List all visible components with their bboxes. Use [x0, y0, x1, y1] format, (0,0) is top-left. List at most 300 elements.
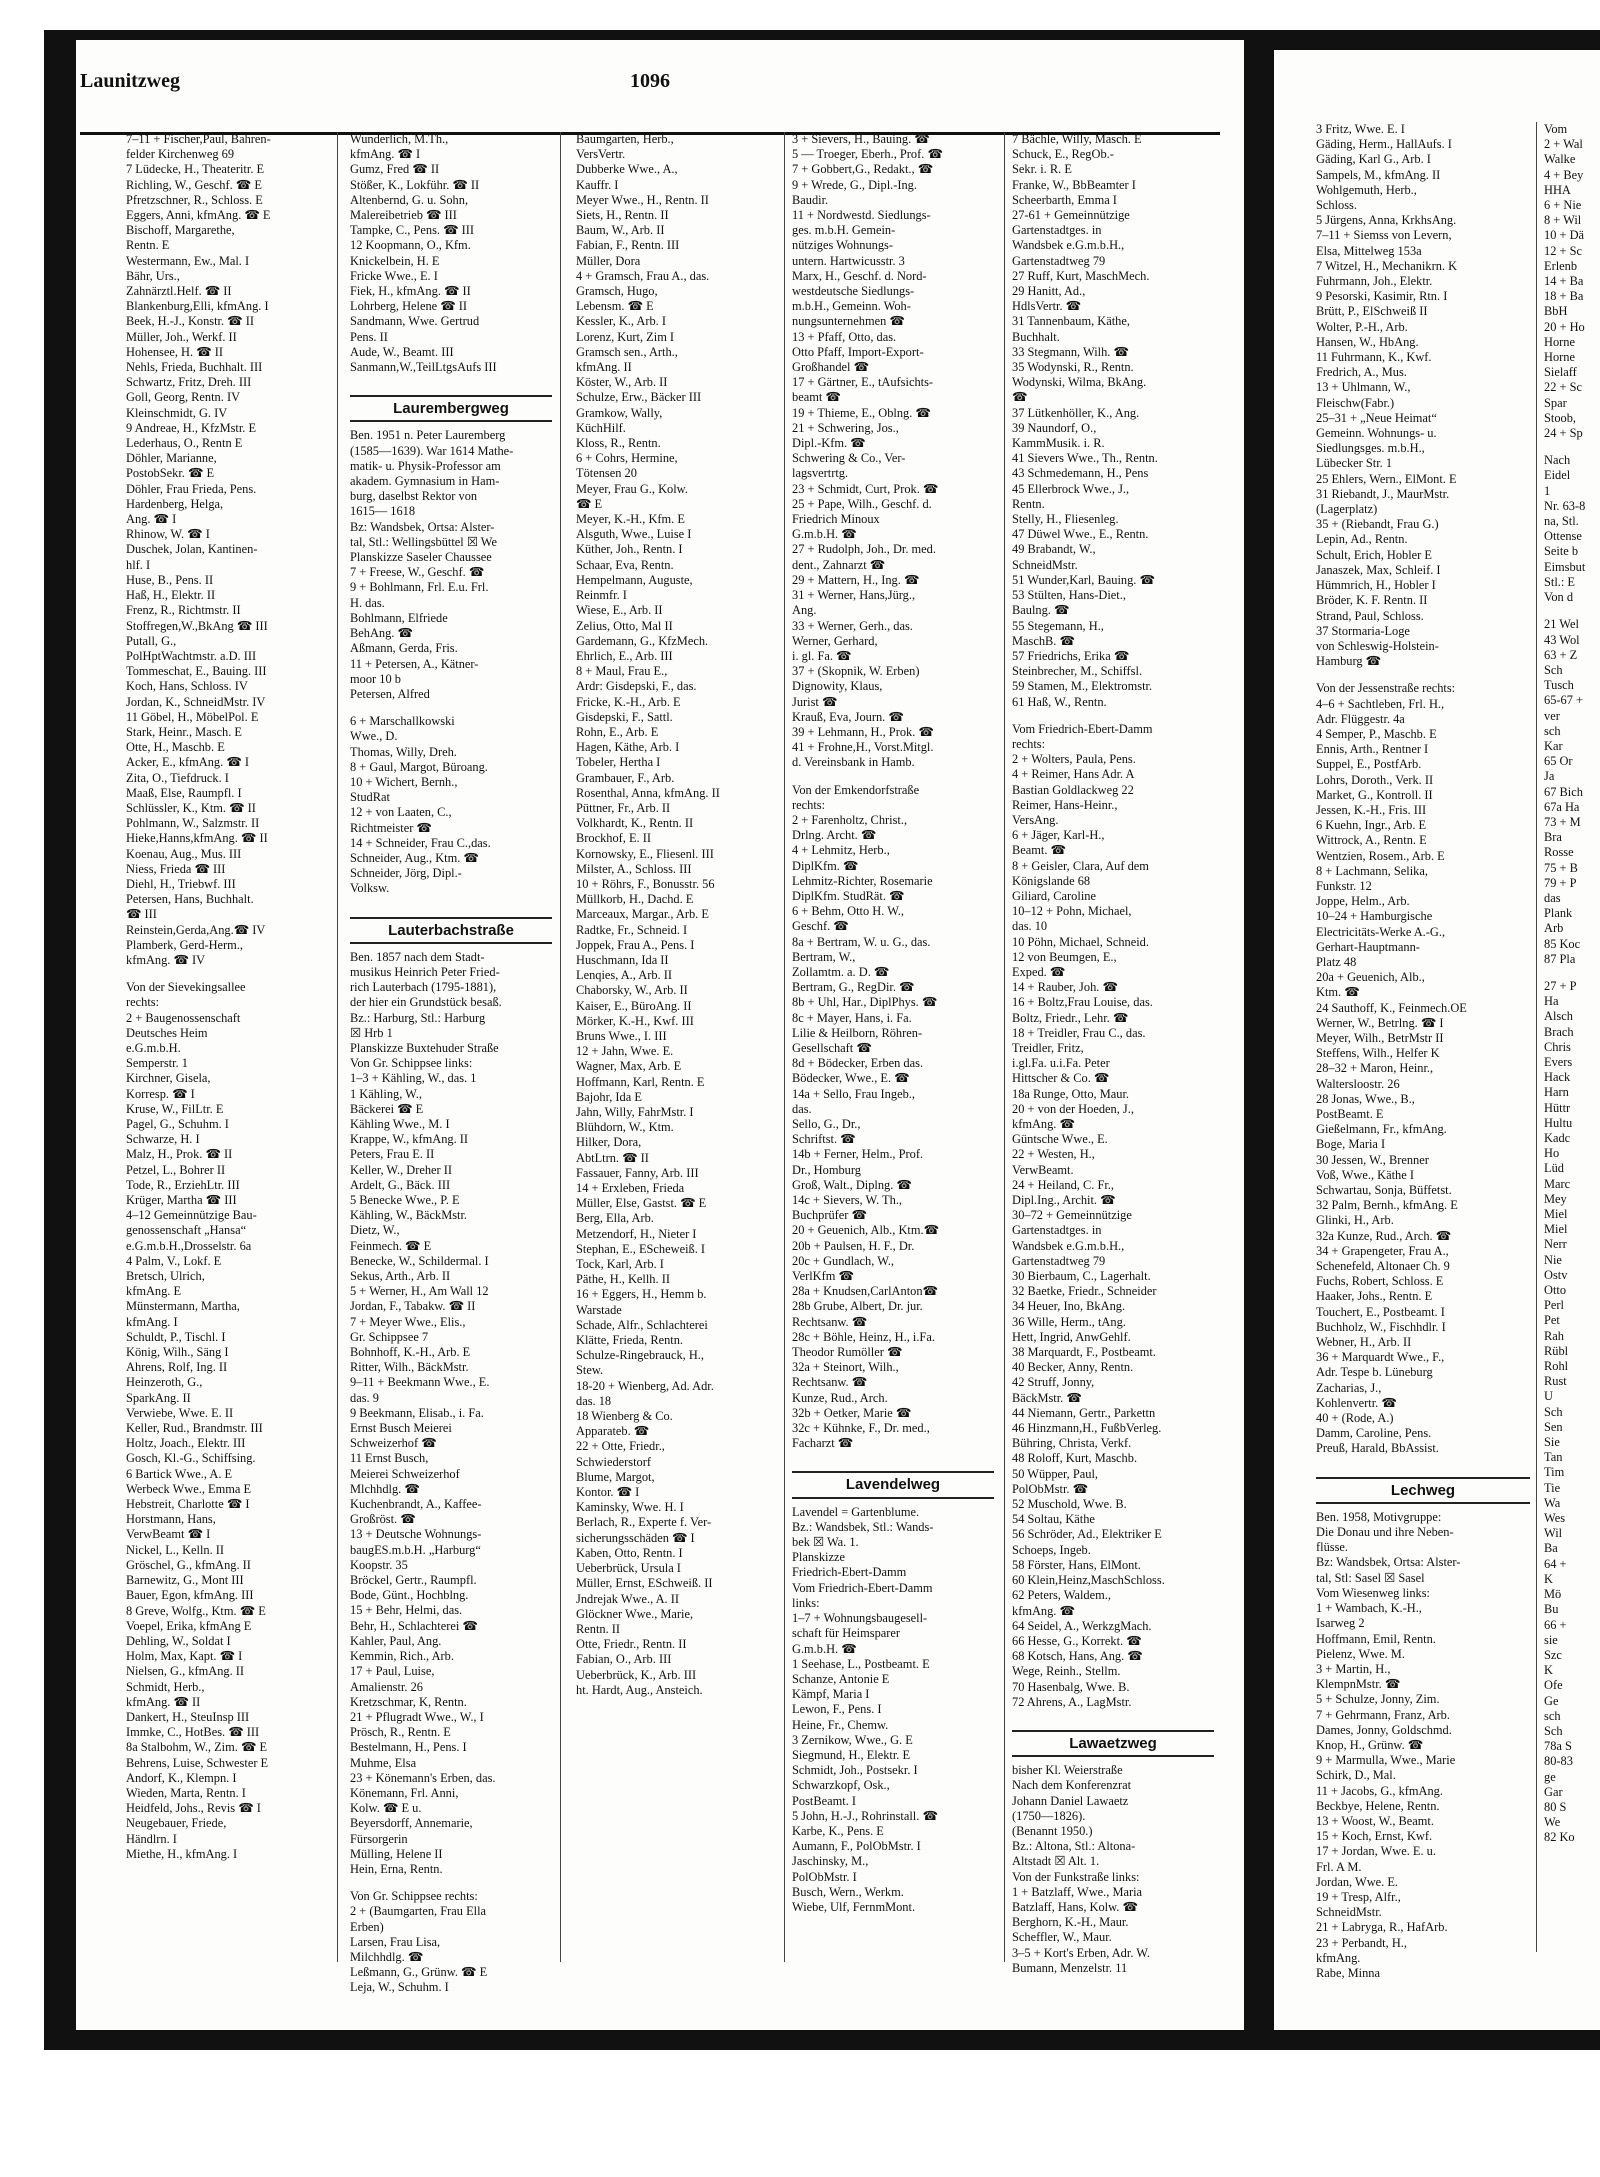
- directory-entry-line: 20b + Paulsen, H. F., Dr.: [792, 1238, 915, 1253]
- directory-entry-line: sie: [1544, 1632, 1558, 1647]
- directory-entry-line: Fuhrmann, Joh., Elektr.: [1316, 274, 1433, 289]
- directory-entry-line: Ofe: [1544, 1678, 1563, 1693]
- directory-entry-line: Von der Emkendorfstraße: [792, 782, 920, 797]
- directory-entry-line: Putall, G.,: [126, 633, 177, 648]
- directory-entry-line: Buchholz, W., Fischhdlr. I: [1316, 1319, 1446, 1334]
- directory-entry-line: 11 Ernst Busch,: [350, 1451, 429, 1466]
- directory-entry-line: Gar: [1544, 1784, 1563, 1799]
- directory-entry-line: Ritter, Wilh., BäckMstr.: [350, 1360, 469, 1375]
- directory-entry-line: 6 + Behm, Otto H. W.,: [792, 904, 904, 919]
- directory-entry-line: lagsvertrtg.: [792, 466, 849, 481]
- right-page-column-1: [1316, 122, 1530, 1981]
- directory-entry-line: Kloss, R., Rentn.: [576, 436, 661, 451]
- directory-entry-line: 60 Klein,Heinz,MaschSchloss.: [1012, 1573, 1165, 1588]
- directory-entry-line: Fricke, K.-H., Arb. E: [576, 694, 681, 709]
- directory-entry-line: Hempelmann, Auguste,: [576, 572, 693, 587]
- directory-entry-line: 21 + Labryga, R., HafArb.: [1316, 1920, 1448, 1935]
- directory-entry-line: Schriftst. ☎: [792, 1132, 856, 1147]
- directory-entry-line: Acker, E., kfmAng. ☎ I: [126, 755, 249, 770]
- directory-entry-line: Gramsch sen., Arth.,: [576, 344, 678, 359]
- directory-entry-line: Köster, W., Arb. II: [576, 375, 668, 390]
- directory-entry-line: Wodynski, Wilma, BkAng.: [1012, 375, 1147, 390]
- directory-entry-line: Funkstr. 12: [1316, 878, 1372, 893]
- directory-entry-line: 53 Stülten, Hans-Diet.,: [1012, 588, 1126, 603]
- directory-entry-line: Andorf, K., Klempn. I: [126, 1770, 237, 1785]
- directory-entry-line: Kunze, Rud., Arch.: [792, 1390, 888, 1405]
- directory-entry-line: 25–31 + „Neue Heimat“: [1316, 410, 1437, 425]
- directory-entry-line: Rhinow, W. ☎ I: [126, 527, 210, 542]
- directory-entry-line: PolHptWachtmstr. a.D. III: [126, 648, 257, 663]
- directory-entry-line: Sen: [1544, 1419, 1563, 1434]
- directory-entry-line: Bz: Wandsbek, Ortsa: Alster-: [350, 519, 495, 534]
- directory-entry-line: i.gl.Fa. u.i.Fa. Peter: [1012, 1056, 1110, 1071]
- directory-entry-line: 18-20 + Wienberg, Ad. Adr.: [576, 1378, 714, 1393]
- directory-entry-line: Pielenz, Wwe. M.: [1316, 1646, 1405, 1661]
- directory-entry-line: 9–11 + Beekmann Wwe., E.: [350, 1375, 490, 1390]
- directory-entry-line: HdlsVertr. ☎: [1012, 299, 1082, 314]
- directory-entry-line: Lederhaus, O., Rentn E: [126, 436, 243, 451]
- directory-entry-line: Johann Daniel Lawaetz: [1012, 1793, 1129, 1808]
- directory-entry-line: 27 + Rudolph, Joh., Dr. med.: [792, 542, 936, 557]
- directory-entry-line: Hardenberg, Helga,: [126, 496, 224, 511]
- directory-entry-line: Schade, Alfr., Schlachterei: [576, 1317, 708, 1332]
- directory-entry-line: 18 + Treidler, Frau C., das.: [1012, 1025, 1146, 1040]
- directory-entry-line: Verwiebe, Wwe. E. II: [126, 1405, 234, 1420]
- column-divider: [1536, 122, 1537, 1952]
- directory-entry-line: 20 + von der Hoeden, J.,: [1012, 1101, 1134, 1116]
- directory-entry-line: Knickelbein, H. E: [350, 253, 440, 268]
- directory-entry-line: 31 + Werner, Hans,Jürg.,: [792, 588, 916, 603]
- directory-entry-line: Prösch, R., Rentn. E: [350, 1725, 451, 1740]
- directory-entry-line: Heidfeld, Johs., Revis ☎ I: [126, 1801, 261, 1816]
- directory-entry-line: 78a S: [1544, 1739, 1572, 1754]
- directory-entry-line: Tan: [1544, 1450, 1563, 1465]
- directory-entry-line: Scheerbarth, Emma I: [1012, 192, 1117, 207]
- directory-entry-line: Geschf. ☎: [792, 919, 849, 934]
- directory-entry-line: Szc: [1544, 1647, 1562, 1662]
- directory-entry-line: Duschek, Jolan, Kantinen-: [126, 542, 258, 557]
- directory-entry-line: Ehrlich, E., Arb. III: [576, 648, 673, 663]
- directory-entry-line: sch: [1544, 723, 1561, 738]
- directory-entry-line: akadem. Gymnasium in Ham-: [350, 474, 500, 489]
- directory-entry-line: 1615— 1618: [350, 504, 416, 519]
- directory-entry-line: Tommeschat, E., Bauing. III: [126, 664, 267, 679]
- directory-entry-line: Behrens, Luise, Schwester E: [126, 1755, 269, 1770]
- directory-entry-line: dent., Zahnarzt ☎: [792, 557, 886, 572]
- directory-entry-line: 32 Baetke, Friedr., Schneider: [1012, 1284, 1157, 1299]
- directory-entry-line: Schmidt, Herb.,: [126, 1679, 205, 1694]
- directory-entry-line: Berg, Ella, Arb.: [576, 1211, 654, 1226]
- directory-entry-line: d. Vereinsbank in Hamb.: [792, 755, 915, 770]
- directory-entry-line: Berlach, R., Experte f. Ver-: [576, 1515, 712, 1530]
- directory-entry-line: Blume, Margot,: [576, 1469, 655, 1484]
- directory-entry-line: 8a Stalbohm, W., Zim. ☎ E: [126, 1740, 268, 1755]
- directory-entry-line: Ardr: Gisdepski, F., das.: [576, 679, 697, 694]
- directory-entry-line: Stoffregen,W.,BkAng ☎ III: [126, 618, 268, 633]
- directory-entry-line: Ahrens, Rolf, Ing. II: [126, 1360, 228, 1375]
- directory-entry-line: Fleischw(Fabr.): [1316, 395, 1395, 410]
- street-heading: Lawaetzweg: [1012, 1730, 1214, 1757]
- spacer: [792, 771, 994, 783]
- directory-entry-line: 17 + Gärtner, E., tAufsichts-: [792, 375, 934, 390]
- directory-entry-line: Schlüssler, K., Ktm. ☎ II: [126, 800, 256, 815]
- directory-entry-line: VersVertr.: [576, 147, 626, 162]
- directory-entry-line: 87 Pla: [1544, 951, 1576, 966]
- directory-entry-line: Grambauer, F., Arb.: [576, 770, 675, 785]
- directory-entry-line: Zelius, Otto, Mal II: [576, 618, 673, 633]
- directory-entry-line: Ben. 1951 n. Peter Lauremberg: [350, 428, 506, 443]
- spacer: [1316, 1457, 1530, 1469]
- directory-entry-line: Altstadt ☒ Alt. 1.: [1012, 1854, 1100, 1869]
- directory-entry-line: 37 Stormaria-Loge: [1316, 623, 1410, 638]
- directory-entry-line: von Schleswig-Holstein-: [1316, 638, 1439, 653]
- directory-entry-line: Sandmann, Wwe. Gertrud: [350, 314, 480, 329]
- directory-entry-line: Döhler, Frau Frieda, Pens.: [126, 481, 257, 496]
- directory-entry-line: Schwartz, Fritz, Dreh. III: [126, 375, 252, 390]
- directory-entry-line: Tock, Karl, Arb. I: [576, 1257, 664, 1272]
- directory-entry-line: 7 Bächle, Willy, Masch. E: [1012, 132, 1142, 146]
- directory-entry-line: Sch: [1544, 1404, 1563, 1419]
- directory-entry-line: Eidel: [1544, 468, 1571, 483]
- directory-entry-line: Giliard, Caroline: [1012, 888, 1096, 903]
- directory-entry-line: 12 von Beumgen, E.,: [1012, 949, 1117, 964]
- directory-entry-line: 9 + Bohlmann, Frl. E.u. Frl.: [350, 580, 489, 595]
- directory-entry-line: Nie: [1544, 1252, 1562, 1267]
- directory-entry-line: 64 +: [1544, 1556, 1567, 1571]
- directory-entry-line: Kähling, W., BäckMstr.: [350, 1208, 468, 1223]
- directory-entry-line: Dr., Homburg: [792, 1162, 861, 1177]
- directory-entry-line: Dehling, W., Soldat I: [126, 1633, 231, 1648]
- directory-entry-line: Harn: [1544, 1085, 1569, 1100]
- directory-entry-line: Kauffr. I: [576, 177, 619, 192]
- directory-entry-line: 63 + Z: [1544, 647, 1578, 662]
- directory-entry-line: Gröschel, G., kfmAng. II: [126, 1557, 251, 1572]
- directory-entry-line: Suppel, E., PostfArb.: [1316, 757, 1422, 772]
- directory-entry-line: Lohrs, Doroth., Verk. II: [1316, 772, 1434, 787]
- directory-entry-line: Zita, O., Tiefdruck. I: [126, 770, 229, 785]
- directory-entry-line: Wandsbek e.G.m.b.H.,: [1012, 238, 1125, 253]
- directory-entry-line: Gosch, Kl.-G., Schiffsing.: [126, 1451, 256, 1466]
- directory-entry-line: Muhme, Elsa: [350, 1755, 417, 1770]
- directory-entry-line: 44 Niemann, Gertr., Parkettn: [1012, 1405, 1156, 1420]
- directory-entry-line: Könemann, Frl. Anni,: [350, 1785, 459, 1800]
- directory-entry-line: Gr. Schippsee 7: [350, 1329, 429, 1344]
- directory-entry-line: Miel: [1544, 1222, 1568, 1237]
- directory-entry-line: Gerhart-Hauptmann-: [1316, 939, 1420, 954]
- directory-entry-line: Warstade: [576, 1302, 622, 1317]
- directory-entry-line: Buchhalt.: [1012, 329, 1060, 344]
- directory-entry-line: Gesellschaft ☎: [792, 1040, 872, 1055]
- directory-entry-line: 59 Stamen, M., Elektromstr.: [1012, 679, 1153, 694]
- directory-entry-line: 54 Soltau, Käthe: [1012, 1512, 1095, 1527]
- directory-entry-line: Waltersloostr. 26: [1316, 1076, 1400, 1091]
- directory-entry-line: 43 Schmedemann, H., Pens: [1012, 466, 1149, 481]
- directory-entry-line: Platz 48: [1316, 954, 1357, 969]
- directory-entry-line: Siedlungsges. m.b.H.,: [1316, 441, 1425, 456]
- directory-entry-line: 6 + Jäger, Karl-H.,: [1012, 828, 1105, 843]
- directory-entry-line: Pfretzschner, R., Schloss. E: [126, 192, 263, 207]
- directory-entry-line: 66 Hesse, G., Korrekt. ☎: [1012, 1633, 1142, 1648]
- directory-entry-line: Karbe, K., Pens. E: [792, 1823, 884, 1838]
- directory-entry-line: Schwartau, Sonja, Büffetst.: [1316, 1183, 1452, 1198]
- directory-entry-line: Nach dem Konferenzrat: [1012, 1778, 1132, 1793]
- directory-entry-line: Planskizze Buxtehuder Straße: [350, 1040, 499, 1055]
- directory-entry-line: BehAng. ☎: [350, 626, 413, 641]
- directory-entry-line: kfmAng. ☎: [1012, 1117, 1075, 1131]
- directory-entry-line: 20 + Ho: [1544, 319, 1585, 334]
- directory-entry-line: Ang.: [792, 603, 817, 618]
- directory-entry-line: Erben): [350, 1919, 384, 1934]
- directory-entry-line: 10–24 + Hamburgische: [1316, 909, 1433, 924]
- directory-entry-line: Sanmann,W.,TeilLtgsAufs III: [350, 360, 497, 375]
- directory-entry-line: 10 + Dä: [1544, 228, 1585, 243]
- directory-column-4: [792, 132, 994, 1915]
- directory-entry-line: baugES.m.b.H. „Harburg“: [350, 1542, 481, 1557]
- directory-entry-line: Maaß, Else, Raumpfl. I: [126, 785, 242, 800]
- directory-entry-line: Güntsche Wwe., E.: [1012, 1132, 1108, 1147]
- directory-entry-line: 12 + Sc: [1544, 243, 1582, 258]
- directory-entry-line: Brockhof, E. II: [576, 831, 652, 846]
- directory-entry-line: Hittscher & Co. ☎: [1012, 1071, 1110, 1086]
- directory-entry-line: 3 Zernikow, Wwe., G. E: [792, 1732, 913, 1747]
- directory-entry-line: Vom Friedrich-Ebert-Damm: [792, 1580, 933, 1595]
- directory-entry-line: Bertram, W.,: [792, 949, 856, 964]
- directory-entry-line: Lilie & Heilborn, Röhren-: [792, 1025, 923, 1040]
- directory-entry-line: 37 Lütkenhöller, K., Ang.: [1012, 405, 1140, 420]
- directory-entry-line: 6 + Marschallkowski: [350, 714, 455, 729]
- directory-entry-line: kfmAng.: [1316, 1950, 1361, 1965]
- directory-entry-line: PostobSekr. ☎ E: [126, 466, 215, 481]
- directory-entry-line: 4–12 Gemeinnützige Bau-: [126, 1208, 257, 1223]
- directory-entry-line: Facharzt ☎: [792, 1436, 854, 1451]
- directory-entry-line: 12 Koopmann, O., Kfm.: [350, 238, 471, 253]
- directory-entry-line: Seite b: [1544, 544, 1579, 559]
- directory-entry-line: i. gl. Fa. ☎: [792, 648, 852, 663]
- directory-entry-line: Nickel, L., Kelln. II: [126, 1542, 225, 1557]
- directory-entry-line: Joppek, Frau A., Pens. I: [576, 937, 695, 952]
- directory-entry-line: 57 Friedrichs, Erika ☎: [1012, 648, 1130, 663]
- directory-entry-line: Plamberk, Gerd-Herm.,: [126, 937, 243, 952]
- column-divider: [784, 132, 785, 1962]
- directory-entry-line: Stelly, H., Fliesenleg.: [1012, 512, 1119, 527]
- directory-entry-line: Altenbernd, G. u. Sohn,: [350, 192, 469, 207]
- directory-entry-line: Kirchner, Gisela,: [126, 1071, 211, 1086]
- directory-entry-line: Krappe, W., kfmAng. II: [350, 1132, 469, 1147]
- directory-entry-line: Adr. Tespe b. Lüneburg: [1316, 1365, 1433, 1380]
- directory-entry-line: ht. Hardt, Aug., Ansteich.: [576, 1682, 703, 1697]
- directory-entry-line: 14c + Sievers, W. Th.,: [792, 1193, 903, 1208]
- directory-entry-line: Strand, Paul, Schloss.: [1316, 608, 1424, 623]
- directory-entry-line: Küther, Joh., Rentn. I: [576, 542, 683, 557]
- directory-entry-line: Schuck, E., RegOb.-: [1012, 147, 1114, 162]
- directory-entry-line: Bröder, K. F. Rentn. II: [1316, 593, 1428, 608]
- directory-entry-line: Leßmann, G., Grünw. ☎ E: [350, 1965, 488, 1980]
- directory-column-5: [1012, 132, 1214, 1976]
- directory-entry-line: StudRat: [350, 790, 390, 805]
- directory-entry-line: matik- u. Physik-Professor am: [350, 458, 501, 473]
- directory-entry-line: 23 + Könemann's Erben, das.: [350, 1770, 496, 1785]
- directory-entry-line: Jurist ☎: [792, 694, 838, 709]
- directory-entry-line: kfmAng. ☎ IV: [126, 952, 206, 967]
- directory-entry-line: 13 + Uhlmann, W.,: [1316, 380, 1411, 395]
- directory-entry-line: Immke, C., HotBes. ☎ III: [126, 1725, 260, 1740]
- directory-entry-line: Gisdepski, F., Sattl.: [576, 709, 673, 724]
- directory-entry-line: BäckMstr. ☎: [1012, 1390, 1082, 1405]
- directory-entry-line: Händlrn. I: [126, 1831, 177, 1846]
- directory-entry-line: Ennis, Arth., Rentner I: [1316, 742, 1429, 757]
- directory-entry-line: DiplKfm. StudRät. ☎: [792, 888, 905, 903]
- directory-entry-line: Kleinschmidt, G. IV: [126, 405, 228, 420]
- directory-entry-line: Baudir.: [792, 192, 829, 207]
- directory-entry-line: Nach: [1544, 453, 1571, 468]
- directory-entry-line: Werner, Gerhard,: [792, 633, 878, 648]
- directory-entry-line: 39 Naundorf, O.,: [1012, 420, 1097, 435]
- directory-entry-line: Feinmech. ☎ E: [350, 1238, 432, 1253]
- directory-entry-line: Baumgarten, Herb.,: [576, 132, 674, 146]
- running-head-street: Launitzweg: [80, 70, 180, 92]
- directory-entry-line: 41 Sievers Wwe., Th., Rentn.: [1012, 451, 1158, 466]
- directory-entry-line: Wwe., D.: [350, 729, 398, 744]
- directory-entry-line: Stark, Heinr., Masch. E: [126, 724, 242, 739]
- directory-entry-line: Schoeps, Ingeb.: [1012, 1542, 1091, 1557]
- directory-entry-line: Kohlenvertr. ☎: [1316, 1395, 1397, 1410]
- directory-entry-line: Bauer, Egon, kfmAng. III: [126, 1588, 254, 1603]
- directory-entry-line: (Benannt 1950.): [1012, 1823, 1093, 1838]
- directory-entry-line: Diehl, H., Triebwf. III: [126, 876, 236, 891]
- directory-entry-line: Rentn. E: [126, 238, 170, 253]
- directory-entry-line: Arb: [1544, 921, 1564, 936]
- directory-entry-line: Blühdorn, W., Ktm.: [576, 1120, 674, 1135]
- directory-entry-line: Bruns Wwe., I. III: [576, 1028, 667, 1043]
- directory-entry-line: Buchprüfer ☎: [792, 1208, 867, 1223]
- directory-entry-line: Evers: [1544, 1054, 1573, 1069]
- directory-entry-line: Tampke, C., Pens. ☎ III: [350, 223, 474, 238]
- directory-entry-line: Ottense: [1544, 529, 1582, 544]
- directory-entry-line: Von Gr. Schippsee rechts:: [350, 1889, 478, 1904]
- directory-entry-line: 7 + Freese, W., Geschf. ☎: [350, 565, 485, 580]
- directory-entry-line: Scheffler, W., Maur.: [1012, 1930, 1112, 1945]
- spacer: [350, 375, 552, 387]
- directory-entry-line: Barnewitz, G., Mont III: [126, 1573, 244, 1588]
- directory-entry-line: Marc: [1544, 1176, 1571, 1191]
- directory-entry-line: Rosenthal, Anna, kfmAng. II: [576, 785, 720, 800]
- spacer: [1012, 1710, 1214, 1722]
- directory-entry-line: Kretzschmar, K, Rentn.: [350, 1694, 467, 1709]
- directory-entry-line: 14 + Schneider, Frau C.,das.: [350, 835, 491, 850]
- directory-entry-line: Bz.: Altona, Stl.: Altona-: [1012, 1839, 1136, 1854]
- directory-entry-line: Busch, Wern., Werkm.: [792, 1884, 904, 1899]
- directory-entry-line: 39 + Lehmann, H., Prok. ☎: [792, 724, 934, 739]
- directory-entry-line: 14a + Sello, Frau Ingeb.,: [792, 1086, 915, 1101]
- directory-entry-line: 7 + Meyer Wwe., Elis.,: [350, 1314, 466, 1329]
- directory-entry-line: 17 + Paul, Luise,: [350, 1664, 435, 1679]
- directory-entry-line: Ben. 1857 nach dem Stadt-: [350, 949, 485, 964]
- directory-entry-line: 11 + Petersen, A., Kätner-: [350, 656, 479, 671]
- directory-entry-line: musikus Heinrich Peter Fried-: [350, 964, 500, 979]
- directory-entry-line: Tusch: [1544, 678, 1574, 693]
- directory-entry-line: 52 Muschold, Wwe. B.: [1012, 1497, 1127, 1512]
- directory-entry-line: Kaminsky, Wwe. H. I: [576, 1500, 684, 1515]
- directory-entry-line: Gäding, Karl G., Arb. I: [1316, 152, 1431, 167]
- directory-entry-line: 14b + Ferner, Helm., Prof.: [792, 1147, 924, 1162]
- directory-entry-line: Preuß, Harald, BbAssist.: [1316, 1441, 1439, 1456]
- directory-entry-line: Aude, W., Beamt. III: [350, 344, 454, 359]
- directory-entry-line: VerlKfm ☎: [792, 1269, 854, 1284]
- directory-entry-line: Lebensm. ☎ E: [576, 299, 654, 314]
- directory-entry-line: Milster, A., Schloss. III: [576, 861, 692, 876]
- directory-entry-line: Steffens, Wilh., Helfer K: [1316, 1046, 1440, 1061]
- directory-entry-line: 4 Palm, V., Lokf. E: [126, 1253, 222, 1268]
- directory-entry-line: 7–11 + Fischer,Paul, Bahren-: [126, 132, 271, 146]
- column-divider: [337, 132, 338, 1962]
- directory-entry-line: moor 10 b: [350, 671, 401, 686]
- directory-entry-line: 13 + Woost, W., Beamt.: [1316, 1813, 1434, 1828]
- directory-entry-line: flüsse.: [1316, 1540, 1349, 1555]
- directory-entry-line: Ho: [1544, 1146, 1560, 1161]
- directory-entry-line: Lohrberg, Helene ☎ II: [350, 299, 468, 314]
- directory-entry-line: Zahnärztl.Helf. ☎ II: [126, 284, 232, 299]
- directory-entry-line: 25 Ehlers, Wern., ElMont. E: [1316, 471, 1457, 486]
- directory-entry-line: Alsguth, Wwe., Luise I: [576, 527, 692, 542]
- directory-entry-line: Reinmfr. I: [576, 588, 627, 603]
- directory-entry-line: 45 Ellerbrock Wwe., J.,: [1012, 481, 1130, 496]
- directory-entry-line: Mülling, Helene II: [350, 1846, 443, 1861]
- directory-entry-line: Mey: [1544, 1191, 1567, 1206]
- directory-entry-line: Müllkorb, H., Dachd. E: [576, 892, 694, 907]
- directory-entry-line: Joppe, Helm., Arb.: [1316, 894, 1410, 909]
- directory-entry-line: 2 + Baugenossenschaft: [126, 1010, 241, 1025]
- directory-entry-line: Rohl: [1544, 1359, 1569, 1374]
- directory-entry-line: 29 Hanitt, Ad.,: [1012, 284, 1086, 299]
- directory-entry-line: Alsch: [1544, 1009, 1573, 1024]
- directory-entry-line: 40 + (Rode, A.): [1316, 1411, 1394, 1426]
- directory-entry-line: Rust: [1544, 1374, 1567, 1389]
- directory-entry-line: Bu: [1544, 1602, 1559, 1617]
- directory-entry-line: 17 + Jordan, Wwe. E. u.: [1316, 1844, 1436, 1859]
- directory-entry-line: Ge: [1544, 1693, 1559, 1708]
- directory-entry-line: Miel: [1544, 1207, 1568, 1222]
- directory-entry-line: 3–5 + Kort's Erben, Adr. W.: [1012, 1945, 1150, 1960]
- directory-entry-line: Meyer Wwe., H., Rentn. II: [576, 192, 709, 207]
- directory-entry-line: Friedrich-Ebert-Damm: [792, 1565, 907, 1580]
- directory-entry-line: Ang. ☎ I: [126, 512, 177, 527]
- directory-entry-line: H. das.: [350, 595, 385, 610]
- directory-entry-line: 30 Bierbaum, C., Lagerhalt.: [1012, 1269, 1151, 1284]
- directory-entry-line: Volkhardt, K., Rentn. II: [576, 816, 694, 831]
- directory-entry-line: 49 Brabandt, W.,: [1012, 542, 1096, 557]
- directory-entry-line: Otto Pfaff, Import-Export-: [792, 344, 924, 359]
- directory-entry-line: KammMusik. i. R.: [1012, 436, 1105, 451]
- directory-entry-line: Lorenz, Kurt, Zim I: [576, 329, 675, 344]
- directory-entry-line: 43 Wol: [1544, 632, 1580, 647]
- directory-entry-line: Bastian Goldlackweg 22: [1012, 782, 1134, 797]
- directory-entry-line: 4 + Lehmitz, Herb.,: [792, 843, 890, 858]
- directory-entry-line: Mö: [1544, 1587, 1562, 1602]
- directory-entry-line: Wiese, E., Arb. II: [576, 603, 663, 618]
- directory-entry-line: Hein, Erna, Rentn.: [350, 1861, 443, 1876]
- directory-entry-line: Haaker, Johs., Rentn. E: [1316, 1289, 1433, 1304]
- directory-entry-line: Reimer, Hans-Heinr.,: [1012, 797, 1118, 812]
- directory-entry-line: Stew.: [576, 1363, 604, 1378]
- directory-entry-line: Müller, Joh., Werkf. II: [126, 329, 237, 344]
- directory-entry-line: Niess, Frieda ☎ III: [126, 861, 226, 876]
- directory-entry-line: Lenqies, A., Arb. II: [576, 968, 673, 983]
- directory-entry-line: 2 + Wal: [1544, 137, 1583, 152]
- directory-entry-line: Volksw.: [350, 881, 390, 896]
- spacer: [1544, 441, 1598, 453]
- directory-entry-line: Eggers, Anni, kfmAng. ☎ E: [126, 208, 271, 223]
- directory-entry-line: Gemeinn. Wohnungs- u.: [1316, 426, 1437, 441]
